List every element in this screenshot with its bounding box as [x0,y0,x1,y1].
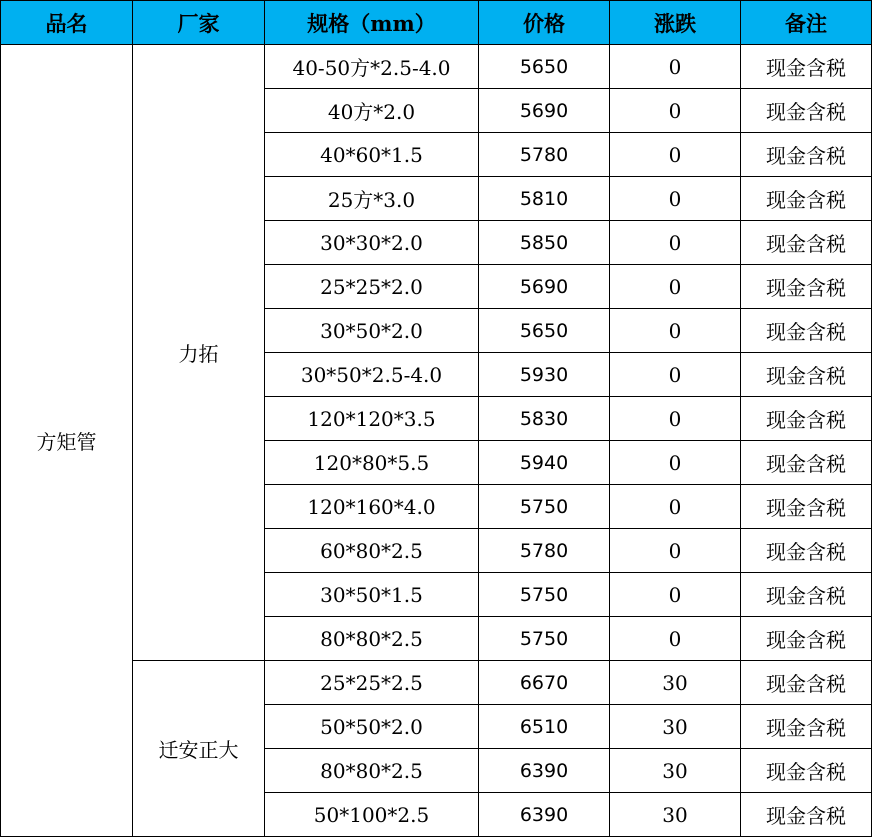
note-cell: 现金含税 [741,397,872,441]
maker-cell: 力拓 [133,45,265,661]
spec-cell: 120*120*3.5 [265,397,479,441]
note-cell: 现金含税 [741,529,872,573]
change-cell: 30 [610,749,741,793]
change-cell: 30 [610,793,741,837]
product-name-cell: 方矩管 [1,45,133,837]
spec-cell: 25方*3.0 [265,177,479,221]
note-cell: 现金含税 [741,441,872,485]
spec-cell: 30*50*1.5 [265,573,479,617]
spec-cell: 40-50方*2.5-4.0 [265,45,479,89]
price-cell: 5780 [479,529,610,573]
change-cell: 30 [610,705,741,749]
spec-cell: 50*100*2.5 [265,793,479,837]
spec-cell: 120*80*5.5 [265,441,479,485]
note-cell: 现金含税 [741,89,872,133]
header-change: 涨跌 [610,1,741,45]
table-row [1,45,872,89]
note-cell: 现金含税 [741,485,872,529]
note-cell: 现金含税 [741,661,872,705]
price-cell: 6510 [479,705,610,749]
header-spec: 规格（mm） [265,1,479,45]
note-cell: 现金含税 [741,793,872,837]
note-cell: 现金含税 [741,617,872,661]
header-row [1,1,872,45]
price-cell: 5690 [479,265,610,309]
header-product: 品名 [1,1,133,45]
price-cell: 5750 [479,573,610,617]
price-cell: 5940 [479,441,610,485]
note-cell: 现金含税 [741,177,872,221]
spec-cell: 40方*2.0 [265,89,479,133]
note-cell: 现金含税 [741,749,872,793]
price-cell: 6390 [479,749,610,793]
price-cell: 5750 [479,617,610,661]
spec-cell: 30*50*2.5-4.0 [265,353,479,397]
spec-cell: 25*25*2.0 [265,265,479,309]
spec-cell: 80*80*2.5 [265,617,479,661]
change-cell: 0 [610,397,741,441]
price-cell: 5690 [479,89,610,133]
header-maker: 厂家 [133,1,265,45]
spec-cell: 30*30*2.0 [265,221,479,265]
spec-cell: 80*80*2.5 [265,749,479,793]
price-cell: 6670 [479,661,610,705]
spec-cell: 40*60*1.5 [265,133,479,177]
maker-cell: 迁安正大 [133,661,265,837]
price-cell: 6390 [479,793,610,837]
price-cell: 5780 [479,133,610,177]
price-cell: 5830 [479,397,610,441]
note-cell: 现金含税 [741,353,872,397]
note-cell: 现金含税 [741,573,872,617]
price-cell: 5650 [479,309,610,353]
change-cell: 0 [610,265,741,309]
change-cell: 0 [610,617,741,661]
change-cell: 0 [610,441,741,485]
change-cell: 0 [610,353,741,397]
note-cell: 现金含税 [741,133,872,177]
price-cell: 5930 [479,353,610,397]
header-price: 价格 [479,1,610,45]
change-cell: 0 [610,177,741,221]
price-cell: 5850 [479,221,610,265]
note-cell: 现金含税 [741,309,872,353]
change-cell: 0 [610,221,741,265]
change-cell: 0 [610,485,741,529]
price-cell: 5750 [479,485,610,529]
price-cell: 5810 [479,177,610,221]
change-cell: 0 [610,529,741,573]
table-body [1,45,872,837]
spec-cell: 60*80*2.5 [265,529,479,573]
note-cell: 现金含税 [741,45,872,89]
note-cell: 现金含税 [741,705,872,749]
spec-cell: 25*25*2.5 [265,661,479,705]
spec-cell: 30*50*2.0 [265,309,479,353]
change-cell: 0 [610,133,741,177]
spec-cell: 50*50*2.0 [265,705,479,749]
note-cell: 现金含税 [741,265,872,309]
change-cell: 0 [610,309,741,353]
change-cell: 0 [610,573,741,617]
note-cell: 现金含税 [741,221,872,265]
spec-cell: 120*160*4.0 [265,485,479,529]
price-cell: 5650 [479,45,610,89]
header-note: 备注 [741,1,872,45]
change-cell: 0 [610,89,741,133]
change-cell: 30 [610,661,741,705]
change-cell: 0 [610,45,741,89]
